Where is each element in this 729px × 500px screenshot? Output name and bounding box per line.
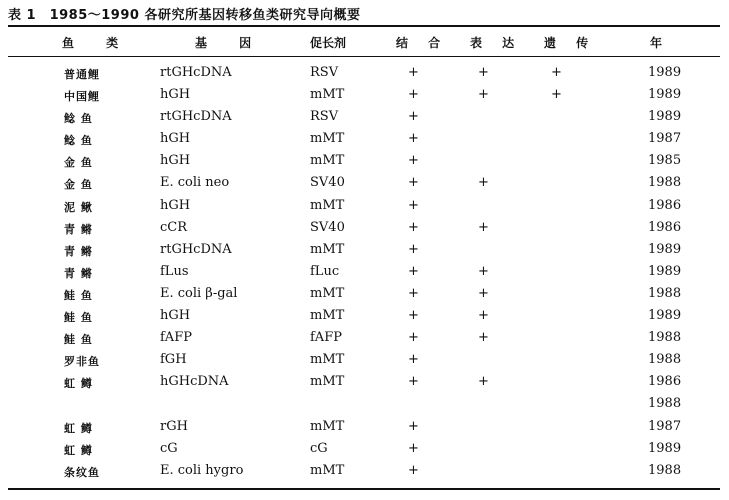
cell-gene: rtGHcDNA — [160, 65, 232, 80]
cell-promoter: cG — [310, 440, 328, 456]
cell-year: 1988 — [648, 462, 682, 478]
table-row — [0, 305, 729, 327]
table-row — [0, 460, 729, 482]
cell-year: 1989 — [648, 241, 682, 257]
bottom-rule — [8, 488, 720, 490]
table-row — [0, 416, 729, 438]
cell-expression: + — [478, 87, 489, 103]
cell-gene: fGH — [160, 352, 187, 368]
cell-gene: fAFP — [160, 330, 192, 346]
cell-gene: rGH — [160, 418, 188, 434]
cell-promoter: mMT — [310, 462, 345, 478]
cell-binding: + — [408, 462, 419, 478]
cell-year: 1988 — [648, 352, 682, 368]
cell-gene: E. coli hygro — [160, 462, 244, 478]
cell-year: 1989 — [648, 109, 682, 125]
cell-year: 1986 — [648, 197, 682, 213]
header-fish: 鱼 类 — [62, 36, 133, 50]
cell-fish: 鲶 鱼 — [64, 112, 93, 126]
cell-promoter: mMT — [310, 153, 345, 169]
table-row — [0, 349, 729, 371]
cell-year: 1987 — [648, 418, 682, 434]
table-row — [0, 84, 729, 106]
cell-expression: + — [478, 175, 489, 191]
cell-binding: + — [408, 197, 419, 213]
cell-gene: hGH — [160, 131, 191, 147]
cell-fish: 罗非鱼 — [64, 355, 100, 369]
cell-heredity: + — [551, 65, 562, 80]
cell-binding: + — [408, 285, 419, 301]
cell-gene: E. coli β-gal — [160, 285, 238, 301]
table-title: 表 1 1985～1990 各研究所基因转移鱼类研究导向概要 — [8, 8, 361, 23]
cell-binding: + — [408, 374, 419, 390]
table-row — [0, 438, 729, 460]
table-row — [0, 327, 729, 349]
cell-fish: 中国鲤 — [64, 90, 100, 104]
cell-gene: cG — [160, 440, 178, 456]
cell-fish: 鲑 鱼 — [64, 288, 93, 302]
cell-year: 1988 — [648, 175, 682, 191]
cell-fish: 青 鳉 — [64, 222, 93, 236]
cell-binding: + — [408, 352, 419, 368]
table-row — [0, 261, 729, 283]
cell-year: 1989 — [648, 308, 682, 324]
cell-year: 1989 — [648, 65, 682, 80]
cell-year: 1989 — [648, 440, 682, 456]
cell-binding: + — [408, 219, 419, 235]
cell-year: 1986 — [648, 374, 682, 390]
cell-binding: + — [408, 109, 419, 125]
table-body — [0, 62, 729, 482]
cell-fish: 虹 鳟 — [64, 421, 93, 435]
table-row — [0, 128, 729, 150]
cell-promoter: mMT — [310, 374, 345, 390]
cell-binding: + — [408, 308, 419, 324]
cell-fish: 虹 鳟 — [64, 377, 93, 391]
cell-binding: + — [408, 418, 419, 434]
cell-fish: 普通鲤 — [64, 68, 100, 81]
header-binding: 结 合 — [396, 36, 449, 50]
cell-gene: hGHcDNA — [160, 374, 229, 390]
cell-expression: + — [478, 330, 489, 346]
cell-binding: + — [408, 330, 419, 346]
cell-promoter: mMT — [310, 308, 345, 324]
cell-gene: fLus — [160, 263, 189, 279]
table-row — [0, 393, 729, 415]
cell-fish: 金 鱼 — [64, 178, 93, 192]
cell-promoter: fLuc — [310, 263, 340, 279]
table-row — [0, 239, 729, 261]
header-heredity: 遗 传 — [544, 36, 597, 50]
cell-promoter: fAFP — [310, 330, 342, 346]
cell-promoter: SV40 — [310, 175, 345, 191]
table-row — [0, 371, 729, 393]
table-row — [0, 217, 729, 239]
cell-gene: cCR — [160, 219, 188, 235]
cell-binding: + — [408, 440, 419, 456]
cell-year: 1988 — [648, 330, 682, 346]
table-row — [0, 195, 729, 217]
cell-year: 1987 — [648, 131, 682, 147]
cell-fish: 鲶 鱼 — [64, 134, 93, 148]
cell-year: 1986 — [648, 219, 682, 235]
cell-promoter: mMT — [310, 197, 345, 213]
cell-binding: + — [408, 175, 419, 191]
header-promoter: 促长剂 — [310, 36, 347, 50]
cell-fish: 金 鱼 — [64, 156, 93, 170]
table-header — [0, 34, 729, 54]
cell-gene: hGH — [160, 197, 191, 213]
cell-promoter: mMT — [310, 87, 345, 103]
cell-binding: + — [408, 87, 419, 103]
cell-heredity: + — [551, 87, 562, 103]
cell-fish: 青 鳉 — [64, 266, 93, 280]
cell-year: 1988 — [648, 285, 682, 301]
cell-binding: + — [408, 65, 419, 80]
cell-gene: rtGHcDNA — [160, 241, 232, 257]
header-expression: 表 达 — [470, 36, 523, 50]
cell-fish: 条纹鱼 — [64, 465, 100, 479]
cell-promoter: mMT — [310, 285, 345, 301]
top-rule — [8, 25, 720, 27]
header-rule — [8, 56, 720, 57]
table-row — [0, 150, 729, 172]
cell-binding: + — [408, 153, 419, 169]
cell-promoter: mMT — [310, 352, 345, 368]
header-year: 年 — [650, 36, 663, 50]
cell-gene: hGH — [160, 153, 191, 169]
cell-promoter: mMT — [310, 418, 345, 434]
header-gene: 基 因 — [195, 36, 266, 50]
cell-binding: + — [408, 241, 419, 257]
cell-promoter: mMT — [310, 131, 345, 147]
cell-gene: hGH — [160, 308, 191, 324]
cell-gene: rtGHcDNA — [160, 109, 232, 125]
table-row — [0, 62, 729, 84]
cell-fish: 泥 鳅 — [64, 200, 93, 214]
table-row — [0, 172, 729, 194]
cell-expression: + — [478, 65, 489, 80]
cell-expression: + — [478, 219, 489, 235]
cell-expression: + — [478, 374, 489, 390]
cell-gene: hGH — [160, 87, 191, 103]
cell-expression: + — [478, 308, 489, 324]
table-row — [0, 106, 729, 128]
cell-fish: 鲑 鱼 — [64, 333, 93, 347]
cell-promoter: SV40 — [310, 219, 345, 235]
cell-promoter: RSV — [310, 109, 339, 125]
cell-fish: 鲑 鱼 — [64, 311, 93, 325]
cell-year: 1985 — [648, 153, 682, 169]
cell-expression: + — [478, 285, 489, 301]
cell-binding: + — [408, 263, 419, 279]
cell-promoter: mMT — [310, 241, 345, 257]
cell-promoter: RSV — [310, 65, 339, 80]
cell-year: 1988 — [648, 396, 682, 412]
table-row — [0, 283, 729, 305]
cell-fish: 青 鳉 — [64, 244, 93, 258]
cell-expression: + — [478, 263, 489, 279]
cell-year: 1989 — [648, 87, 682, 103]
cell-year: 1989 — [648, 263, 682, 279]
cell-binding: + — [408, 131, 419, 147]
cell-gene: E. coli neo — [160, 175, 230, 191]
cell-fish: 虹 鳟 — [64, 443, 93, 457]
